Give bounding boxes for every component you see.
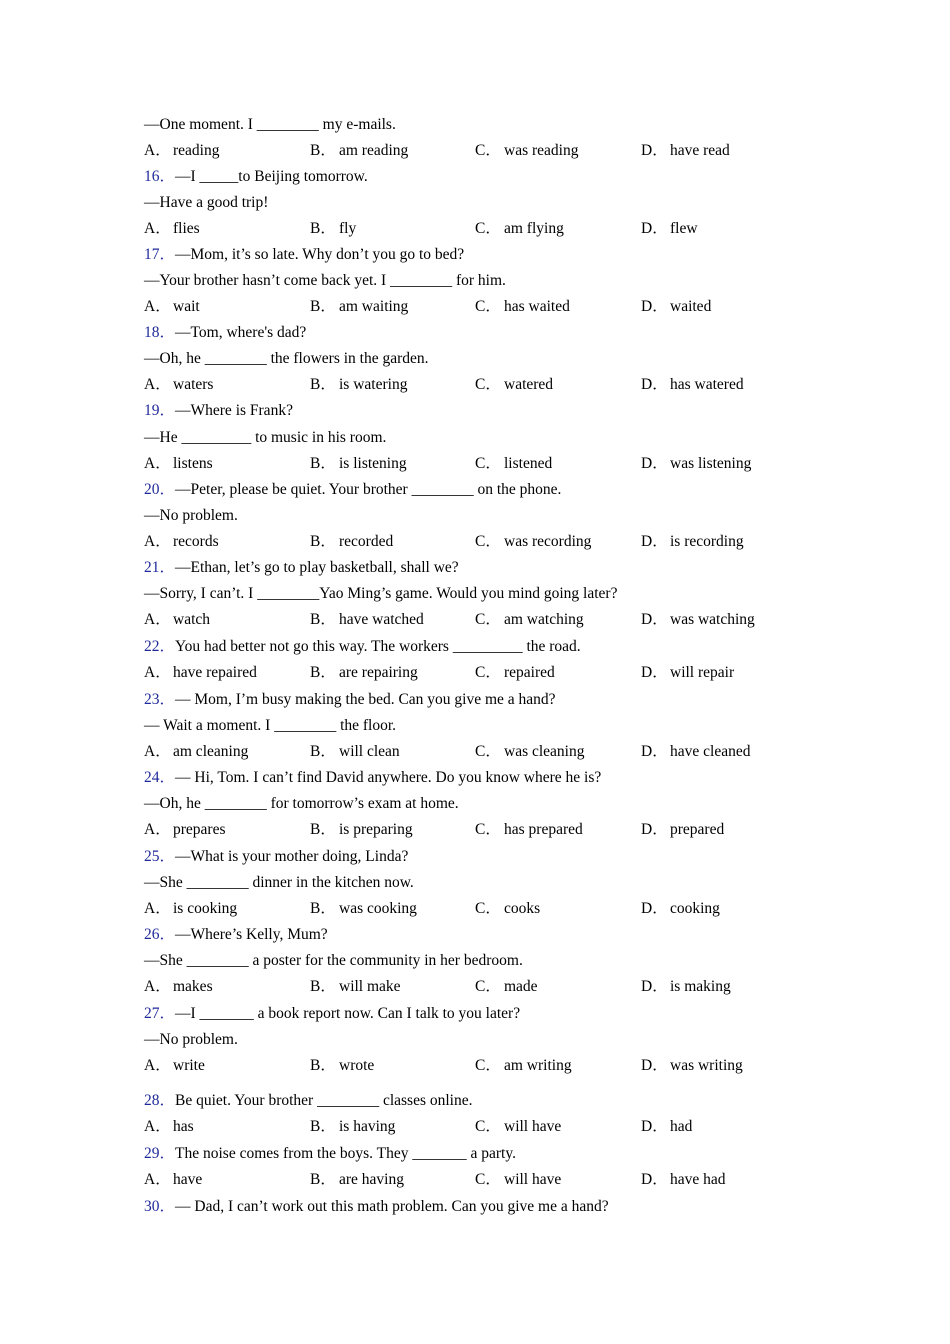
question-25-options (144, 899, 844, 919)
option-c: C． made (475, 978, 538, 995)
option-a: A． has (144, 1118, 194, 1135)
question-number: 21． (144, 559, 176, 576)
option-a: A． prepares (144, 821, 226, 838)
question-number: 18． (144, 324, 176, 341)
question-22-stem: 22．You had better not go this way. The workers _________ the road. (144, 638, 581, 655)
option-c: C． will have (475, 1171, 562, 1188)
question-number: 19． (144, 402, 176, 419)
option-c: C． am writing (475, 1057, 572, 1074)
question-22-options (144, 663, 844, 683)
question-23-options (144, 742, 844, 762)
question-number: 23． (144, 691, 176, 708)
question-24-line-2: —Oh, he ________ for tomorrow’s exam at home. (144, 795, 459, 812)
question-19-options (144, 454, 844, 474)
question-28-stem: 28．Be quiet. Your brother ________ classes online. (144, 1092, 473, 1109)
question-15-options (144, 141, 844, 161)
option-d: D． was watching (641, 611, 755, 628)
question-21-options (144, 610, 844, 630)
option-b: B． wrote (310, 1057, 375, 1074)
option-a: A． is cooking (144, 900, 238, 917)
option-a: A． waters (144, 376, 214, 393)
question-18-options (144, 375, 844, 395)
option-b: B． recorded (310, 533, 394, 550)
question-16-options (144, 219, 844, 239)
question-18-stem: 18．—Tom, where's dad? (144, 324, 307, 341)
question-26-options (144, 977, 844, 997)
question-27-stem: 27．—I _______ a book report now. Can I talk to you later? (144, 1005, 521, 1022)
question-26-stem: 26．—Where’s Kelly, Mum? (144, 926, 328, 943)
option-d: D． was writing (641, 1057, 743, 1074)
option-a: A． have (144, 1171, 203, 1188)
option-a: A． am cleaning (144, 743, 249, 760)
question-number: 27． (144, 1005, 176, 1022)
option-a: A． listens (144, 455, 213, 472)
option-a: A． records (144, 533, 219, 550)
option-c: C． repaired (475, 664, 555, 681)
option-d: D． have read (641, 142, 730, 159)
question-30-stem: 30．— Dad, I can’t work out this math problem. Can you give me a hand? (144, 1198, 609, 1215)
option-b: B． is listening (310, 455, 407, 472)
question-29-stem: 29．The noise comes from the boys. They _______ a party. (144, 1145, 516, 1162)
question-26-line-2: —She ________ a poster for the community in her bedroom. (144, 952, 523, 969)
question-25-line-2: —She ________ dinner in the kitchen now. (144, 874, 414, 891)
option-d: D． has watered (641, 376, 744, 393)
question-27-line-2: —No problem. (144, 1031, 238, 1048)
option-c: C． was recording (475, 533, 592, 550)
question-17-options (144, 297, 844, 317)
option-a: A． watch (144, 611, 211, 628)
option-c: C． am flying (475, 220, 564, 237)
option-a: A． have repaired (144, 664, 257, 681)
question-number: 26． (144, 926, 176, 943)
question-19-stem: 19．—Where is Frank? (144, 402, 293, 419)
option-d: D． is making (641, 978, 731, 995)
question-17-line-2: —Your brother hasn’t come back yet. I ________ for him. (144, 272, 506, 289)
question-27-options (144, 1056, 844, 1076)
option-c: C． has prepared (475, 821, 583, 838)
question-25-stem: 25．—What is your mother doing, Linda? (144, 848, 409, 865)
option-c: C． watered (475, 376, 554, 393)
option-d: D． had (641, 1118, 693, 1135)
option-b: B． fly (310, 220, 357, 237)
option-d: D． prepared (641, 821, 725, 838)
question-number: 16． (144, 168, 176, 185)
option-c: C． listened (475, 455, 553, 472)
option-b: B． will clean (310, 743, 400, 760)
question-24-stem: 24．— Hi, Tom. I can’t find David anywhere. Do you know where he is? (144, 769, 602, 786)
option-d: D． will repair (641, 664, 735, 681)
option-a: A． makes (144, 978, 213, 995)
question-number: 29． (144, 1145, 176, 1162)
option-d: D． waited (641, 298, 712, 315)
option-d: D． cooking (641, 900, 720, 917)
question-21-line-2: —Sorry, I can’t. I ________Yao Ming’s game. Would you mind going later? (144, 585, 618, 602)
question-24-options (144, 820, 844, 840)
question-number: 20． (144, 481, 176, 498)
option-c: C． was cleaning (475, 743, 585, 760)
option-b: B． was cooking (310, 900, 417, 917)
option-d: D． have cleaned (641, 743, 751, 760)
option-c: C． cooks (475, 900, 541, 917)
option-d: D． have had (641, 1171, 726, 1188)
question-23-stem: 23．— Mom, I’m busy making the bed. Can you give me a hand? (144, 691, 556, 708)
question-29-options (144, 1170, 844, 1190)
question-20-stem: 20．—Peter, please be quiet. Your brother ________ on the phone. (144, 481, 562, 498)
question-21-stem: 21．—Ethan, let’s go to play basketball, shall we? (144, 559, 459, 576)
question-number: 22． (144, 638, 176, 655)
question-18-line-2: —Oh, he ________ the flowers in the garden. (144, 350, 429, 367)
question-number: 25． (144, 848, 176, 865)
option-a: A． wait (144, 298, 200, 315)
option-b: B． are having (310, 1171, 404, 1188)
question-20-line-2: —No problem. (144, 507, 238, 524)
option-c: C． has waited (475, 298, 570, 315)
question-23-line-2: — Wait a moment. I ________ the floor. (144, 717, 397, 734)
option-b: B． am reading (310, 142, 409, 159)
question-16-stem: 16．—I _____to Beijing tomorrow. (144, 168, 368, 185)
option-c: C． was reading (475, 142, 579, 159)
question-28-options (144, 1117, 844, 1137)
option-d: D． is recording (641, 533, 744, 550)
question-20-options (144, 532, 844, 552)
option-a: A． write (144, 1057, 205, 1074)
option-b: B． am waiting (310, 298, 409, 315)
option-d: D． flew (641, 220, 698, 237)
option-b: B． is watering (310, 376, 408, 393)
question-number: 28． (144, 1092, 176, 1109)
option-b: B． are repairing (310, 664, 418, 681)
question-19-line-2: —He _________ to music in his room. (144, 429, 387, 446)
option-b: B． will make (310, 978, 401, 995)
option-a: A． flies (144, 220, 200, 237)
question-number: 30． (144, 1198, 176, 1215)
question-15-line: —One moment. I ________ my e-mails. (144, 116, 396, 133)
question-17-stem: 17．—Mom, it’s so late. Why don’t you go to bed? (144, 246, 465, 263)
option-c: C． am watching (475, 611, 584, 628)
option-d: D． was listening (641, 455, 752, 472)
option-a: A． reading (144, 142, 220, 159)
option-b: B． is having (310, 1118, 396, 1135)
question-number: 24． (144, 769, 176, 786)
question-number: 17． (144, 246, 176, 263)
option-b: B． have watched (310, 611, 424, 628)
option-c: C． will have (475, 1118, 562, 1135)
option-b: B． is preparing (310, 821, 413, 838)
question-16-line-2: —Have a good trip! (144, 194, 269, 211)
